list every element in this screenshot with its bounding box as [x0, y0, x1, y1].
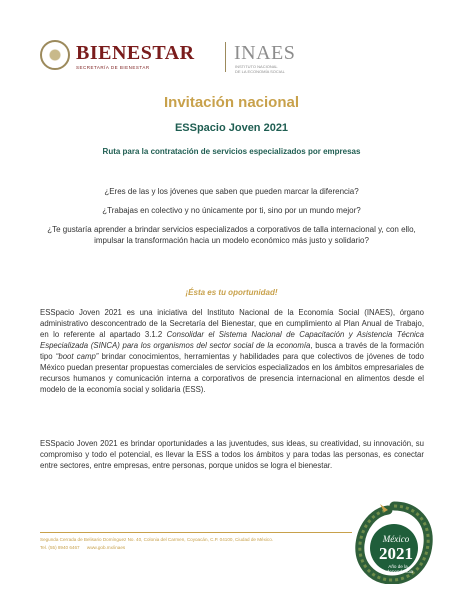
body-1-text-b: , busca a través de la formación tipo	[40, 341, 424, 361]
brand-name: BIENESTAR	[76, 42, 195, 64]
inaes-subtitle	[235, 64, 305, 74]
footer-address: Segunda Cerrada de Belisario Domínguez No. 40, Colonia del Carmen, Coyoacán, C.P. 04100, Ciudad de México.	[40, 537, 274, 542]
footer-phone: Tel. (55) 8940 6467	[40, 545, 80, 550]
document-subtitle: ESSpacio Joven 2021	[174, 122, 289, 134]
body-1-text-a: ESSpacio Joven 2021 es una iniciativa del Instituto Nacional de la Economía Social (INAES), órgano administrativo desconcentrado de la Secretaría del Bienestar, que en cumplimiento al Plan Anual de Trabajo, en lo referente al apartado 3.1.2	[40, 308, 424, 339]
document-kicker: Ruta para la contratación de servicios especializados por empresas	[102, 147, 361, 156]
inaes-subtitle-line-2: DE LA ECONOMÍA SOCIAL	[235, 69, 285, 74]
mexico-logo-year: 2021	[379, 544, 413, 563]
question-1: ¿Eres de las y los jóvenes que saben que pueden marcar la diferencia?	[104, 187, 359, 196]
mexico-logo-name: México	[382, 534, 410, 544]
body-1-italic-a: Consolidar el Sistema Nacional de Capacitación y Asistencia Técnica Especializada (SINCA) para los organismos del sector social de la economía	[40, 330, 424, 350]
inaes-subtitle-line-1: INSTITUTO NACIONAL	[235, 64, 278, 69]
mexico-logo-tag-line-2: Independencia	[382, 569, 414, 574]
mexico-logo-tagline	[376, 564, 420, 574]
national-emblem-icon	[40, 40, 70, 70]
brand-subtitle: SECRETARÍA DE BIENESTAR	[76, 65, 150, 70]
question-2: ¿Trabajas en colectivo y no únicamente por ti, sino por un mundo mejor?	[102, 206, 361, 215]
header-divider	[225, 42, 226, 72]
question-3: ¿Te gustaría aprender a brindar servicios especializados a corporativos de talla internacional y, con ello, impulsar la transformación hacia un modelo económico más justo y solidario?	[47, 225, 416, 245]
body-paragraph-1	[40, 307, 424, 395]
page-header	[40, 40, 440, 74]
questions-block	[40, 186, 423, 254]
footer-divider	[40, 532, 352, 533]
mexico-2021-logo	[354, 500, 434, 584]
body-1-italic-b: “boot camp”	[55, 352, 99, 361]
call-to-action: ¡Ésta es tu oportunidad!	[185, 288, 278, 297]
body-1-text-c: brindar conocimientos, herramientas y habilidades para que colectivos de jóvenes de todo México puedan presentar propuestas comerciales de servicios especializados en los ámbitos empresariales de recursos humanos y comunicación interna a corporativos de presencia internacional en alimentos desde el modelo de la economía social y solidaria (ESS).	[40, 352, 424, 394]
mexico-logo-text	[354, 500, 434, 584]
document-title: Invitación nacional	[163, 94, 300, 111]
mexico-logo-tag-line-1: Año de la	[388, 564, 408, 569]
inaes-name: INAES	[234, 42, 296, 64]
body-paragraph-2: ESSpacio Joven 2021 es brindar oportunidades a las juventudes, sus ideas, su creatividad, su innovación, su compromiso y todo el potencial, es llevar la ESS a todos los ámbitos y para todas las personas, es conectar entre sectores, entre empresas, entre personas, porque unidos se logra el bienestar.	[40, 439, 424, 470]
footer-web-link[interactable]: www.gob.mx/inaes	[86, 545, 126, 550]
footer-contact	[40, 545, 131, 550]
